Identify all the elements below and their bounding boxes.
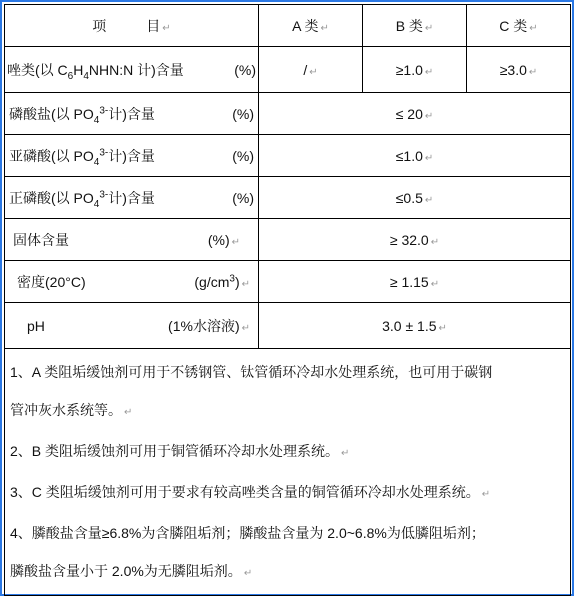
- header-col-c: C 类 ↵: [467, 5, 571, 47]
- table-row: [5, 261, 571, 303]
- notes-cell: [5, 349, 571, 596]
- return-mark-icon: ↵: [438, 322, 447, 334]
- return-mark-icon: ↵: [241, 322, 250, 334]
- row-unit: $(g/cm^3)$ ↵: [194, 272, 250, 290]
- row-item-density: 密度(20°C) $(g/cm^3)$ ↵: [5, 261, 259, 303]
- return-mark-icon: ↵: [430, 278, 440, 290]
- return-mark-icon: ↵: [309, 66, 318, 78]
- row-unit: (%): [232, 147, 254, 164]
- note-line: 膦酸盐含量小于 2.0%为无膦阻垢剂。 ↵: [10, 563, 253, 579]
- table-row: [5, 177, 571, 219]
- row-azole-a: / ↵: [259, 47, 363, 93]
- return-mark-icon: ↵: [430, 236, 440, 248]
- header-item-char-2: 目 ↵: [146, 17, 171, 34]
- note-line: 管冲灰水系统等。 ↵: [10, 402, 133, 418]
- row-unit: (%): [232, 105, 254, 122]
- return-mark-icon: ↵: [424, 110, 434, 122]
- return-mark-icon: ↵: [162, 22, 171, 34]
- row-azole-c: ≥3.0 ↵: [467, 47, 571, 93]
- return-mark-icon: ↵: [424, 66, 434, 78]
- row-phosphonate-value: ≤ 20 ↵: [259, 93, 571, 135]
- return-mark-icon: ↵: [231, 236, 240, 248]
- note-line: 2、B 类阻垢缓蚀剂可用于铜管循环冷却水处理系统。 ↵: [10, 443, 350, 459]
- spec-table: [4, 4, 571, 596]
- row-unit: (%): [234, 61, 256, 78]
- header-row: [5, 5, 571, 47]
- return-mark-icon: ↵: [424, 22, 434, 34]
- return-mark-icon: ↵: [424, 152, 434, 164]
- header-col-b: B 类 ↵: [363, 5, 467, 47]
- note-line: 3、C 类阻垢缓蚀剂可用于要求有较高唑类含量的铜管循环冷却水处理系统。 ↵: [10, 484, 491, 500]
- table-row: [5, 135, 571, 177]
- row-unit: (1%水溶液) ↵: [168, 317, 250, 334]
- table-row: [5, 47, 571, 93]
- table-row: [5, 303, 571, 349]
- row-unit: (%): [232, 189, 254, 206]
- return-mark-icon: ↵: [424, 194, 434, 206]
- header-col-a: A 类 ↵: [259, 5, 363, 47]
- return-mark-icon: ↵: [481, 489, 491, 500]
- row-item-phosphite: 亚磷酸(以 $PO_4^{3-}$计)含量 (%): [5, 135, 259, 177]
- row-unit: (%) ↵: [207, 231, 240, 248]
- row-item-orthophosphate: 正磷酸(以 $PO_4^{3-}$计)含量 (%): [5, 177, 259, 219]
- row-density-value: ≥ 1.15 ↵: [259, 261, 571, 303]
- row-item-phosphonate: 磷酸盐(以 $PO_4^{3-}$计)含量 (%): [5, 93, 259, 135]
- row-orthophosphate-value: ≤0.5 ↵: [259, 177, 571, 219]
- return-mark-icon: ↵: [341, 448, 350, 459]
- header-item-char-1: 项: [92, 17, 107, 34]
- row-ph-value: 3.0 ± 1.5 ↵: [259, 303, 571, 349]
- return-mark-icon: ↵: [528, 66, 538, 78]
- header-item-cell: [5, 5, 259, 47]
- return-mark-icon: ↵: [320, 22, 329, 34]
- row-item-ph: pH (1%水溶液) ↵: [5, 303, 259, 349]
- row-phosphite-value: ≤1.0 ↵: [259, 135, 571, 177]
- return-mark-icon: ↵: [124, 407, 133, 418]
- row-solids-value: ≥ 32.0 ↵: [259, 219, 571, 261]
- row-item-solids: 固体含量 (%) ↵: [5, 219, 259, 261]
- return-mark-icon: ↵: [243, 568, 253, 579]
- note-line: 4、膦酸盐含量≥6.8%为含膦阻垢剂；膦酸盐含量为 2.0~6.8%为低膦阻垢剂；: [10, 525, 485, 541]
- notes-row: [5, 349, 571, 596]
- table-row: [5, 219, 571, 261]
- row-azole-b: ≥1.0 ↵: [363, 47, 467, 93]
- note-line: 1、A 类阻垢缓蚀剂可用于不锈钢管、钛管循环冷却水处理系统，也可用于碳钢: [10, 364, 493, 380]
- return-mark-icon: ↵: [529, 22, 538, 34]
- row-item-azole: 唑类(以 $C_6H_4NHN:N$ 计)含量 (%): [5, 47, 259, 93]
- return-mark-icon: ↵: [241, 278, 250, 290]
- table-row: [5, 93, 571, 135]
